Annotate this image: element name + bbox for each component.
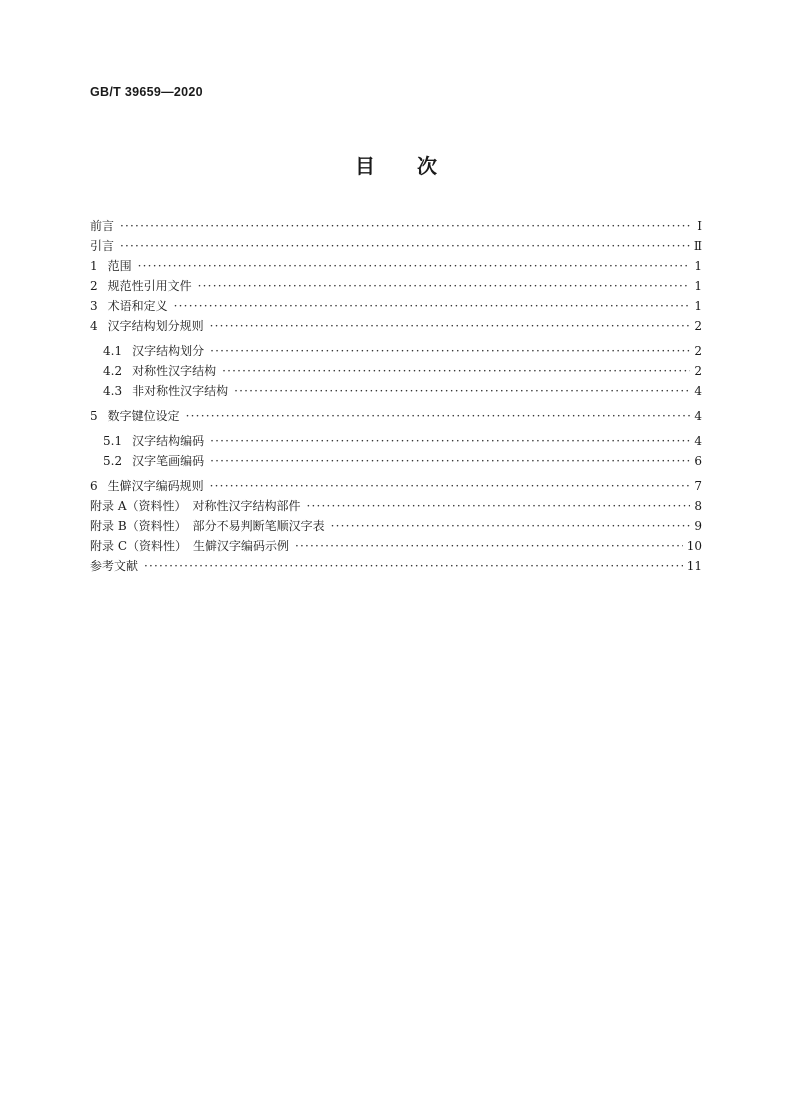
toc-entry-number: 5.1 (103, 434, 123, 448)
title-char-1: 目 (355, 154, 375, 178)
dot-leader (138, 256, 690, 276)
toc-entry-page: 1 (694, 259, 702, 273)
toc-entry-label: 术语和定义 (107, 299, 168, 313)
toc-entry-number: 4.3 (103, 384, 123, 398)
dot-leader (234, 381, 690, 401)
toc-entry-page: Ⅰ (697, 219, 702, 233)
toc-entry[interactable] (90, 256, 702, 276)
toc-entry-label: 汉字结构编码 (132, 434, 205, 448)
toc-entry-label: 附录 B（资料性） 部分不易判断笔顺汉字表 (90, 519, 325, 533)
toc-entry-label: 附录 A（资料性） 对称性汉字结构部件 (90, 499, 301, 513)
toc-entry-label: 汉字结构划分 (132, 344, 205, 358)
toc-entry-label: 引言 (90, 239, 115, 253)
toc-entry-label: 汉字结构划分规则 (107, 319, 204, 333)
dot-leader (120, 236, 690, 256)
page-title (0, 150, 792, 179)
toc-entry-page: 4 (694, 384, 702, 398)
toc-entry-page: 6 (694, 454, 702, 468)
toc-entry[interactable] (90, 536, 702, 556)
toc-entry-label: 数字键位设定 (107, 409, 180, 423)
toc-entry[interactable] (90, 276, 702, 296)
toc-entry[interactable] (90, 381, 702, 401)
toc-entry[interactable] (90, 556, 702, 576)
toc-entry-page: Ⅱ (693, 239, 702, 253)
toc-entry-label: 附录 C（资料性） 生僻汉字编码示例 (90, 539, 289, 553)
toc-entry-page: 2 (694, 364, 702, 378)
toc-entry-page: 4 (694, 409, 702, 423)
dot-leader (295, 536, 683, 556)
dot-leader (120, 216, 690, 236)
toc-entry-page: 1 (694, 279, 702, 293)
toc-entry[interactable] (90, 476, 702, 496)
toc-entry-page: 1 (694, 299, 702, 313)
toc-entry-page: 2 (694, 319, 702, 333)
toc-entry-page: 9 (694, 519, 702, 533)
toc-entry-page: 8 (694, 499, 702, 513)
toc-entry-label: 对称性汉字结构 (132, 364, 217, 378)
toc-entry[interactable] (90, 361, 702, 381)
dot-leader (174, 296, 690, 316)
toc-entry-number: 4 (90, 319, 98, 333)
toc-entry-number: 4.1 (103, 344, 123, 358)
dot-leader (210, 341, 690, 361)
toc-entry-label: 规范性引用文件 (107, 279, 192, 293)
dot-leader (306, 496, 690, 516)
standard-code: GB/T 39659—2020 (90, 85, 203, 99)
toc-entry-label: 范围 (107, 259, 132, 273)
toc-entry[interactable] (90, 406, 702, 426)
toc-entry-page: 7 (694, 479, 702, 493)
toc-entry-page: 11 (686, 559, 702, 573)
toc-entry[interactable] (90, 216, 702, 236)
dot-leader (210, 476, 690, 496)
toc-entry-number: 5.2 (103, 454, 123, 468)
toc-entry-number: 2 (90, 279, 98, 293)
toc-entry[interactable] (90, 316, 702, 336)
toc-entry[interactable] (90, 451, 702, 471)
dot-leader (210, 431, 690, 451)
toc-entry[interactable] (90, 496, 702, 516)
toc-entry[interactable] (90, 296, 702, 316)
dot-leader (331, 516, 690, 536)
dot-leader (210, 451, 690, 471)
toc-entry-number: 3 (90, 299, 98, 313)
toc-entry[interactable] (90, 431, 702, 451)
toc-entry-page: 10 (686, 539, 702, 553)
toc-entry-page: 4 (694, 434, 702, 448)
toc-entry-label: 前言 (90, 219, 115, 233)
toc-entry-number: 5 (90, 409, 98, 423)
dot-leader (198, 276, 690, 296)
toc-entry-page: 2 (694, 344, 702, 358)
dot-leader (186, 406, 690, 426)
toc-entry[interactable] (90, 236, 702, 256)
toc-entry-label: 非对称性汉字结构 (132, 384, 229, 398)
toc-entry-number: 6 (90, 479, 98, 493)
dot-leader (222, 361, 690, 381)
toc-entry-number: 4.2 (103, 364, 123, 378)
title-char-2: 次 (417, 154, 437, 178)
toc-entry-label: 汉字笔画编码 (132, 454, 205, 468)
dot-leader (144, 556, 683, 576)
toc-entry-label: 参考文献 (90, 559, 139, 573)
toc-entry-number: 1 (90, 259, 98, 273)
toc-entry[interactable] (90, 516, 702, 536)
toc-entry[interactable] (90, 341, 702, 361)
dot-leader (210, 316, 690, 336)
table-of-contents (90, 216, 702, 576)
toc-entry-label: 生僻汉字编码规则 (107, 479, 204, 493)
